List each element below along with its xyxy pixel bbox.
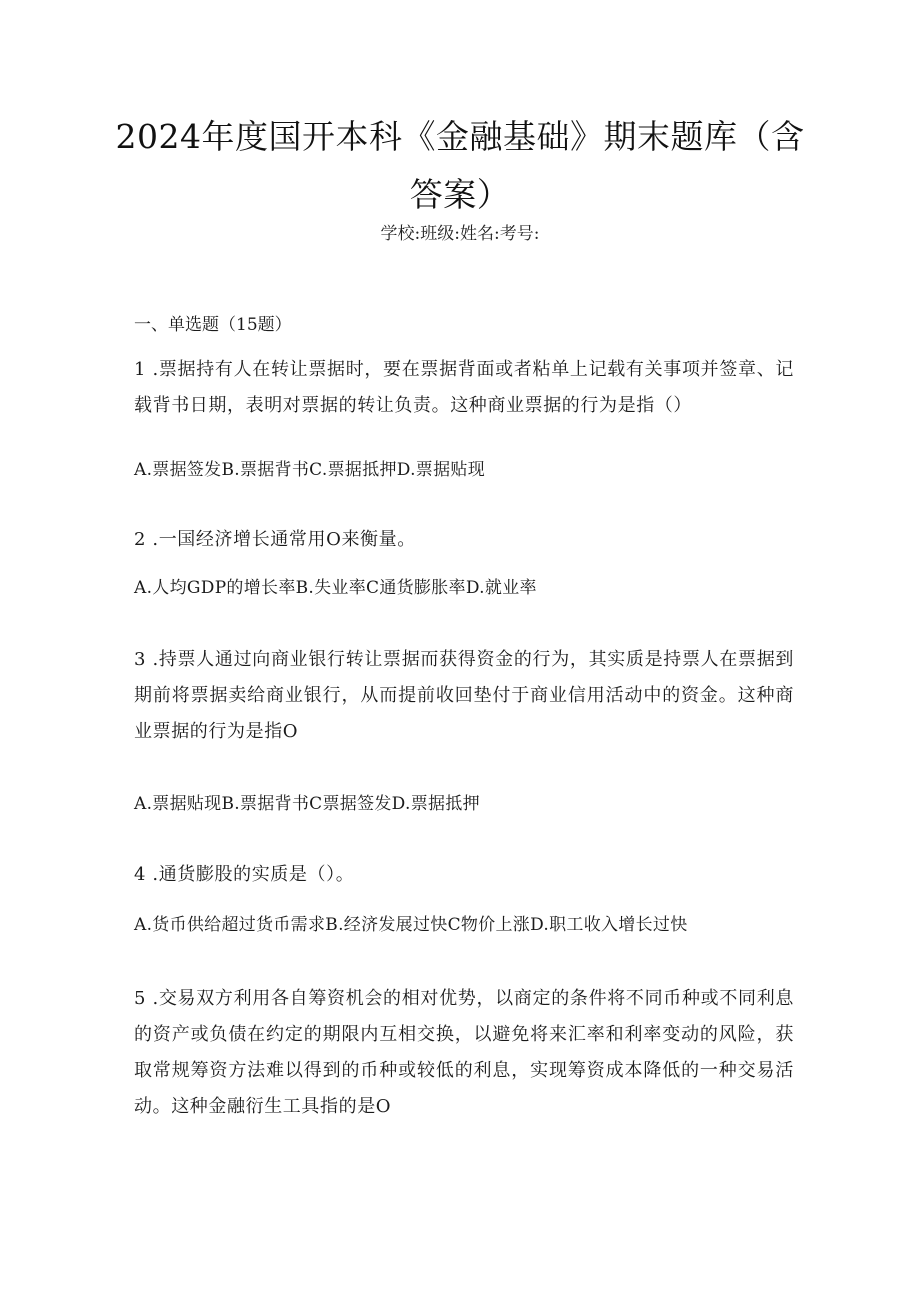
question-2 xyxy=(134,522,794,558)
question-5-text: 5 .交易双方利用各自筹资机会的相对优势，以商定的条件将不同币种或不同利息的资产或负债在约定的期限内互相交换，以避免将来汇率和利率变动的风险，获取常规筹资方法难以得到的币种或较低的利息，实现筹资成本降低的一种交易活动。这种金融衍生工具指的是O xyxy=(134,988,794,1117)
question-4-options: A.货币供给超过货币需求B.经济发展过快C物价上涨D.职工收入增长过快 xyxy=(134,915,688,935)
question-1 xyxy=(134,352,794,424)
question-3-options: A.票据贴现B.票据背书C票据签发D.票据抵押 xyxy=(134,794,480,814)
title-line-1: 2024年度国开本科《金融基础》期末题库（含 xyxy=(115,117,805,156)
question-4 xyxy=(134,857,794,893)
student-info-line: 学校:班级:姓名:考号: xyxy=(380,224,540,244)
question-3 xyxy=(134,642,794,750)
question-3-text: 3 .持票人通过向商业银行转让票据而获得资金的行为，其实质是持票人在票据到期前将票据卖给商业银行，从而提前收回垫付于商业信用活动中的资金。这种商业票据的行为是指O xyxy=(134,649,794,742)
question-1-text: 1 .票据持有人在转让票据时，要在票据背面或者粘单上记载有关事项并签章、记载背书日期，表明对票据的转让负责。这种商业票据的行为是指（） xyxy=(134,359,794,416)
question-1-options: A.票据签发B.票据背书C.票据抵押D.票据贴现 xyxy=(134,460,486,480)
document-title xyxy=(110,108,810,224)
question-4-text: 4 .通货膨股的实质是（）。 xyxy=(134,864,355,885)
title-line-2: 答案） xyxy=(409,175,511,214)
question-2-options: A.人均GDP的增长率B.失业率C通货膨胀率D.就业率 xyxy=(134,578,537,598)
section-heading: 一、单选题（15题） xyxy=(134,315,292,335)
question-2-text: 2 .一国经济增长通常用O来衡量。 xyxy=(134,529,416,550)
question-5 xyxy=(134,981,794,1125)
